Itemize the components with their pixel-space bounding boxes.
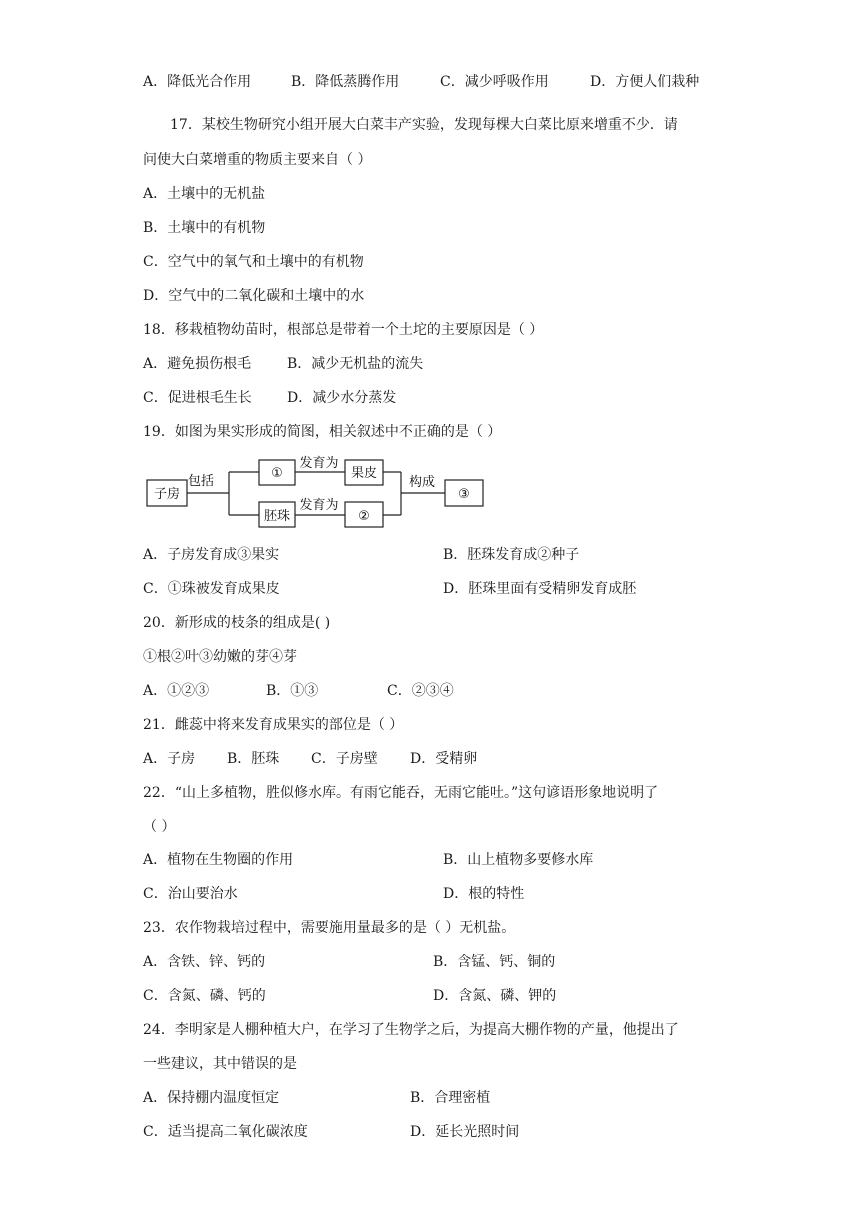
q16-option-b: B．降低蒸腾作用	[291, 74, 400, 90]
q17-option-c: C．空气中的氧气和土壤中的有机物	[143, 254, 364, 270]
q24-option-d: D．延长光照时间	[410, 1124, 520, 1140]
develops-label-2: 发育为	[299, 498, 339, 513]
includes-label: 包括	[187, 474, 215, 489]
q22-option-b: B．山上植物多要修水库	[443, 852, 594, 868]
ovule-label: 胚珠	[263, 509, 291, 524]
q22-option-a: A．植物在生物圈的作用	[143, 852, 294, 868]
fruit-formation-diagram	[143, 452, 488, 530]
q17-stem-line2: 问使大白菜增重的物质主要来自（ ）	[143, 152, 372, 168]
q17-stem-line1: 17．某校生物研究小组开展大白菜丰产实验，发现每棵大白菜比原来增重不少．请	[170, 117, 678, 133]
develops-label-1: 发育为	[299, 456, 339, 471]
q23-stem: 23．农作物栽培过程中，需要施用量最多的是（ ）无机盐。	[143, 920, 516, 936]
pericarp-label: 果皮	[350, 466, 378, 481]
q23-option-b: B．含锰、钙、铜的	[433, 954, 556, 970]
q21-option-c: C．子房壁	[311, 751, 378, 767]
q21-option-d: D．受精卵	[410, 751, 478, 767]
q22-option-d: D．根的特性	[443, 886, 525, 902]
q17-option-b: B．土壤中的有机物	[143, 220, 266, 236]
q22-stem-line2: （ ）	[143, 819, 176, 835]
q23-option-a: A．含铁、锌、钙的	[143, 954, 266, 970]
q18-option-d: D．减少水分蒸发	[287, 390, 397, 406]
q18-option-a: A．避免损伤根毛	[143, 356, 252, 372]
circle1-label: ①	[271, 466, 283, 481]
q16-option-a: A．降低光合作用	[143, 74, 252, 90]
q19-option-d: D．胚珠里面有受精卵发育成胚	[443, 581, 637, 597]
q16-option-c: C．减少呼吸作用	[440, 74, 549, 90]
q20-option-b: B．①③	[266, 683, 319, 699]
q24-stem-line2: 一些建议，其中错误的是	[143, 1056, 297, 1072]
q16-option-d: D．方便人们栽种	[590, 74, 700, 90]
q24-option-b: B．合理密植	[410, 1090, 491, 1106]
q17-option-d: D．空气中的二氧化碳和土壤中的水	[143, 288, 365, 304]
q19-option-c: C．①珠被发育成果皮	[143, 581, 280, 597]
circle2-label: ②	[358, 509, 370, 524]
q24-stem-line1: 24．李明家是人棚种植大户，在学习了生物学之后，为提高大棚作物的产量，他提出了	[143, 1022, 679, 1038]
q18-stem: 18．移栽植物幼苗时，根部总是带着一个土坨的主要原因是（ ）	[143, 322, 544, 338]
q19-stem: 19．如图为果实形成的简图，相关叙述中不正确的是（ ）	[143, 424, 502, 440]
q17-option-a: A．土壤中的无机盐	[143, 186, 266, 202]
q20-sub: ①根②叶③幼嫩的芽④芽	[143, 649, 297, 665]
q22-stem-line1: 22．“山上多植物，胜似修水库。有雨它能吞，无雨它能吐。”这句谚语形象地说明了	[143, 785, 659, 801]
q20-option-a: A．①②③	[143, 683, 210, 699]
ovary-label: 子房	[153, 487, 181, 502]
q18-option-c: C．促进根毛生长	[143, 390, 252, 406]
q23-option-d: D．含氮、磷、钾的	[433, 988, 557, 1004]
q22-option-c: C．治山要治水	[143, 886, 238, 902]
q20-option-c: C．②③④	[387, 683, 454, 699]
q19-option-a: A．子房发育成③果实	[143, 547, 280, 563]
q18-option-b: B．减少无机盐的流失	[287, 356, 424, 372]
q21-option-a: A．子房	[143, 751, 196, 767]
circle3-label: ③	[458, 487, 470, 502]
q24-option-a: A．保持棚内温度恒定	[143, 1090, 280, 1106]
q21-stem: 21．雌蕊中将来发育成果实的部位是（ ）	[143, 717, 404, 733]
q23-option-c: C．含氮、磷、钙的	[143, 988, 266, 1004]
q20-stem: 20．新形成的枝条的组成是( )	[143, 615, 331, 631]
forms-label: 构成	[408, 475, 436, 490]
q21-option-b: B．胚珠	[227, 751, 280, 767]
q19-option-b: B．胚珠发育成②种子	[443, 547, 580, 563]
q24-option-c: C．适当提高二氧化碳浓度	[143, 1124, 308, 1140]
